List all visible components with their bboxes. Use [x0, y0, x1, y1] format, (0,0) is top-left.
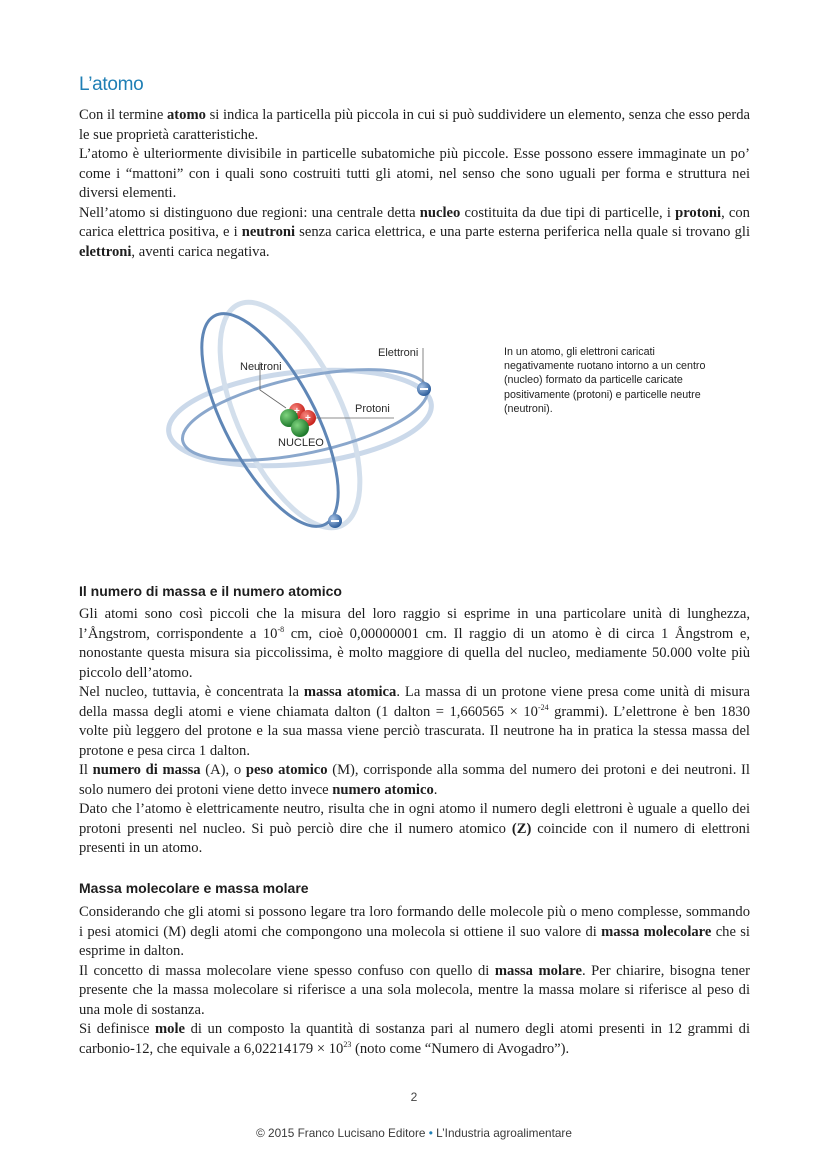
term-neutroni: neutroni [241, 224, 296, 240]
term-elettroni: elettroni [79, 243, 132, 260]
svg-text:+: + [294, 406, 300, 417]
footer-copyright: © 2015 Franco Lucisano Editore [256, 1126, 426, 1140]
section1-paragraph-1: Gli atomi sono così piccoli che la misura del loro raggio si esprime in una particolare unità di lunghezza, l’Ångstrom, corrispondente a $10^{-8}$ cm, cioè 0,00000001 cm. Il raggio di un atomo è di circa 1 Ångstrom e, nonostante questa misura sia piccolissima, è molto maggiore di quella del nucleo, mediamente 50.000 volte più piccolo dell’atomo. [79, 606, 750, 681]
label-elettroni: Elettroni [378, 347, 419, 359]
term-massa-molecolare: massa molecolare [601, 923, 712, 940]
atom-diagram [160, 290, 460, 540]
term-atomo: atomo [167, 107, 206, 123]
page-footer [0, 1126, 828, 1140]
intro-paragraph-2: L’atomo è ulteriormente divisibile in particelle subatomiche più piccole. Esse possono essere immaginate un po’ come i “mattoni” con i quali sono costruiti tutti gli atomi, nel senso che sono uguali per forma e struttura nei diversi elementi. [79, 146, 750, 201]
intro-paragraph-3: Nell’atomo si distinguono due regioni: una centrale detta nucleo costituita da due tipi di particelle, i protoni, con carica elettrica positiva, e i neutroni senza carica elettrica, e una parte esterna periferica nella quale si trovano gli elettroni, aventi carica negativa. [79, 204, 750, 260]
section2-paragraph-2: Il concetto di massa molecolare viene spesso confuso con quello di massa molare. Per chiarire, bisogna tener presente che la massa molecolare si riferisce a una sola molecola, mentre la massa molare si riferisce al peso di una mole di sostanza. [79, 962, 750, 1018]
label-neutroni: Neutroni [240, 361, 282, 373]
label-nucleo: NUCLEO [278, 437, 324, 449]
section2-paragraph-3: Si definisce mole di un composto la quantità di sostanza pari al numero degli atomi presenti in 12 grammi di carbonio-12, che equivale a $6,02214179 \times 10^{23}$ (noto come “Numero di Avogadro”). [79, 1021, 750, 1057]
label-protoni: Protoni [355, 403, 390, 415]
section2-text [79, 903, 750, 1059]
section1-paragraph-4: Dato che l’atomo è elettricamente neutro, risulta che in ogni atomo il numero degli elettroni è uguale a quello dei protoni presenti nel nucleo. Si può perciò dire che il numero atomico (Z) coincide con il numero di elettroni presenti in un atomo. [79, 801, 750, 856]
term-numero-di-massa: numero di massa [92, 762, 201, 778]
section1-paragraph-3: Il numero di massa (A), o peso atomico (M), corrisponde alla somma del numero dei protoni e dei neutroni. Il solo numero dei protoni viene detto invece numero atomico. [79, 762, 750, 798]
footer-book-title: L’Industria agroalimentare [436, 1126, 572, 1140]
section1-paragraph-2: Nel nucleo, tuttavia, è concentrata la massa atomica. La massa di un protone viene presa come unità di misura della massa degli atomi e viene chiamata dalton (1 dalton = $1,660565 \times 10^{-24}$ grammi). L’elettrone è ben 1830 volte più leggero del protone e la sua massa viene perciò trascurata. Il neutrone ha in pratica la stessa massa del protone e pesa circa 1 dalton. [79, 684, 750, 759]
term-massa-molare: massa molare [494, 962, 582, 979]
term-mole: mole [155, 1021, 186, 1037]
bullet-separator-icon: • [428, 1126, 433, 1140]
intro-paragraph-1: Con il termine atomo si indica la particella più piccola in cui si può suddividere un elemento, senza che esso perda le sue proprietà caratteristiche. [79, 107, 750, 143]
term-protoni: protoni [675, 204, 722, 221]
page-number: 2 [410, 1090, 418, 1104]
term-nucleo: nucleo [419, 204, 461, 221]
section-heading-massa-molecolare: Massa molecolare e massa molare [79, 880, 309, 896]
figure-caption: In un atomo, gli elettroni caricati negativamente ruotano intorno a un centro (nucleo) formato da particelle caricate positivamente (protoni) e particelle neutre (neutroni). [504, 346, 706, 415]
section-heading-numero-massa: Il numero di massa e il numero atomico [79, 583, 342, 599]
intro-text [79, 106, 750, 262]
term-numero-atomico: numero atomico [332, 781, 434, 798]
section2-paragraph-1: Considerando che gli atomi si possono legare tra loro formando delle molecole più o meno complesse, sommando i pesi atomici (M) degli atomi che compongono una molecola si ottiene il suo valore di massa molecolare che si esprime in dalton. [79, 904, 750, 959]
term-massa-atomica: massa atomica [303, 684, 397, 700]
page-title: L’atomo [79, 74, 144, 95]
svg-text:+: + [305, 413, 311, 424]
section1-text [79, 605, 750, 859]
term-peso-atomico: peso atomico [245, 762, 328, 778]
atom-illustration-icon [160, 290, 460, 540]
